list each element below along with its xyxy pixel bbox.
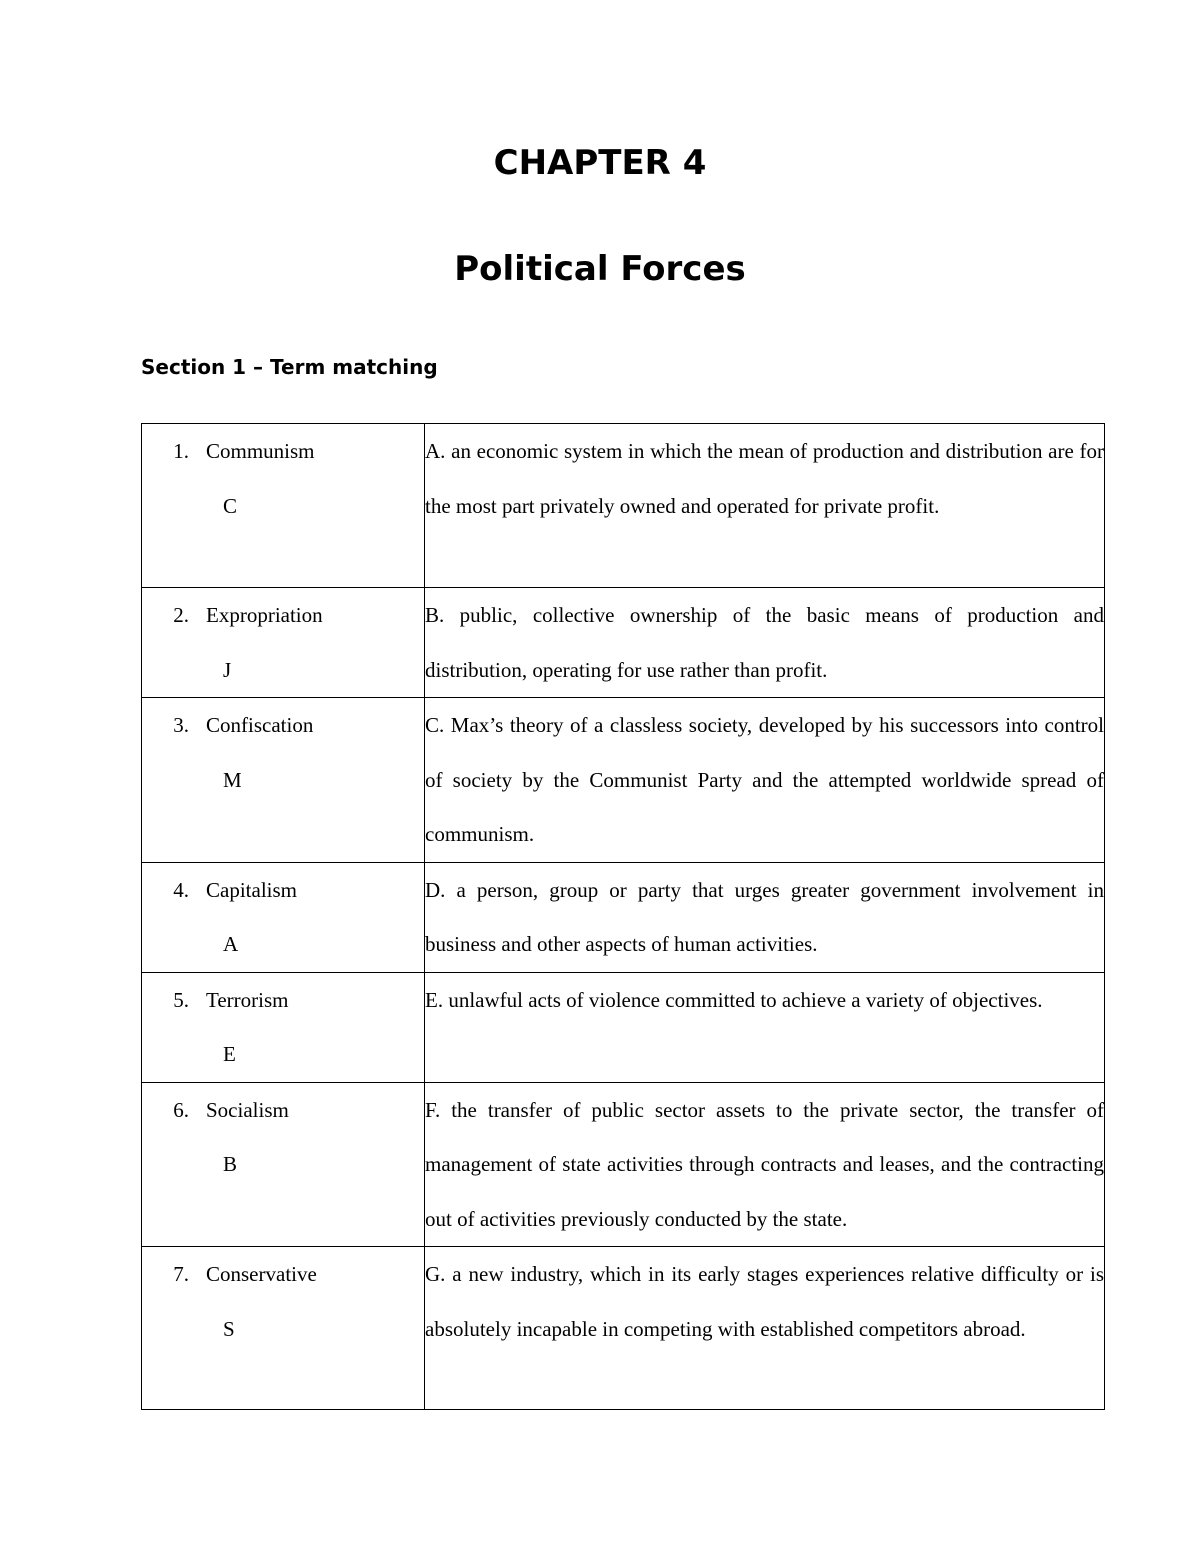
term-answer: E: [223, 1042, 236, 1066]
term-number: 4.: [173, 877, 189, 902]
definition-cell: F. the transfer of public sector assets to the private sector, the transfer of management of state activities through contracts and leases, and the contracting out of activities previously conducted by the state.: [425, 1082, 1105, 1247]
definition-cell: D. a person, group or party that urges greater government involvement in business and other aspects of human activities.: [425, 862, 1105, 972]
term-number: 5.: [173, 987, 189, 1012]
term-label: Expropriation: [206, 603, 323, 627]
table-row: [142, 588, 1105, 698]
table-row: [142, 1082, 1105, 1247]
term-label: Socialism: [206, 1097, 289, 1122]
term-answer: S: [223, 1316, 235, 1341]
term-answer: A: [223, 932, 239, 956]
term-cell: [142, 588, 425, 698]
term-number: 7.: [173, 1262, 189, 1286]
term-cell: [142, 698, 425, 863]
table-row: [142, 424, 1105, 588]
term-number: 3.: [173, 713, 189, 737]
term-answer: B: [223, 1152, 238, 1176]
definition-cell: B. public, collective ownership of the basic means of production and distribution, operating for use rather than profit.: [425, 588, 1105, 698]
term-cell: [142, 1247, 425, 1410]
term-answer: J: [223, 657, 232, 682]
term-answer: M: [223, 767, 242, 792]
term-label: Conservative: [206, 1262, 317, 1286]
chapter-title: Political Forces: [454, 249, 746, 289]
term-answer: C: [223, 493, 238, 518]
definition-cell: E. unlawful acts of violence committed to achieve a variety of objectives.: [425, 972, 1105, 1082]
term-matching-table: [141, 423, 1105, 1410]
term-label: Confiscation: [206, 713, 314, 737]
term-number: 1.: [173, 439, 189, 463]
table-row: [142, 698, 1105, 863]
table-row: [142, 862, 1105, 972]
term-label: Capitalism: [206, 877, 297, 902]
term-label: Terrorism: [206, 987, 289, 1012]
term-cell: [142, 1082, 425, 1247]
definition-cell: C. Max’s theory of a classless society, developed by his successors into control of society by the Communist Party and the attempted worldwide spread of communism.: [425, 698, 1105, 863]
definition-cell: G. a new industry, which in its early stages experiences relative difficulty or is absolutely incapable in competing with established competitors abroad.: [425, 1247, 1105, 1410]
term-label: Communism: [206, 439, 315, 463]
table-row: [142, 1247, 1105, 1410]
term-number: 2.: [173, 603, 189, 627]
table-row: [142, 972, 1105, 1082]
definition-cell: A. an economic system in which the mean of production and distribution are for the most part privately owned and operated for private profit.: [425, 424, 1105, 588]
term-number: 6.: [173, 1097, 189, 1122]
term-cell: [142, 972, 425, 1082]
term-cell: [142, 424, 425, 588]
term-cell: [142, 862, 425, 972]
section-heading: Section 1 – Term matching: [141, 355, 438, 379]
chapter-heading: CHAPTER 4: [493, 143, 707, 183]
